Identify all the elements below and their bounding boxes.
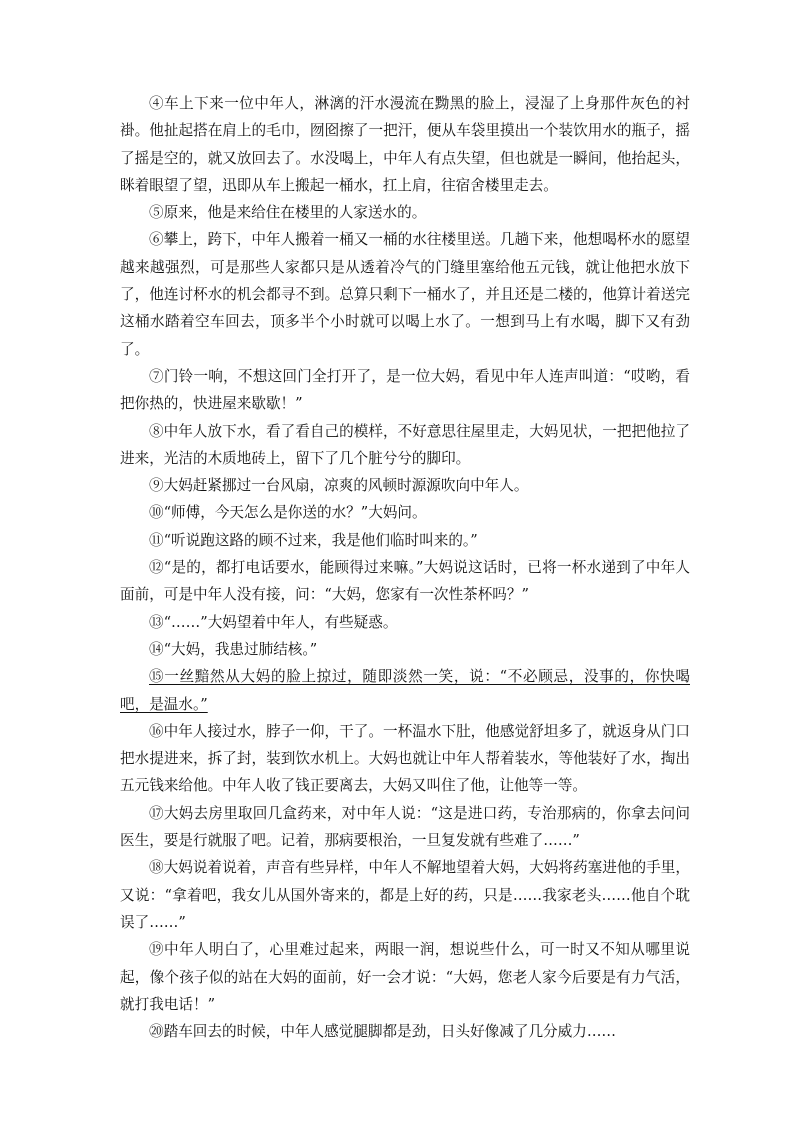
paragraph-13: ⑬“……”大妈望着中年人，有些疑惑。 [149,613,398,631]
paragraph-17: ⑰大妈去房里取回几盒药来，对中年人说：“这是进口药，专治那病的，你拿去问问医生，要是行就服了吧。记着，那病要根治，一旦复发就有些难了……” [120,804,690,850]
paragraph-9: ⑨大妈赶紧挪过一台风扇，凉爽的风顿时源源吹向中年人。 [149,477,529,495]
paragraph-11: ⑪“听说跑这路的顾不过来，我是他们临时叫来的。” [149,531,478,549]
paragraph-12: ⑫“是的，都打电话要水，能顾得过来嘛。”大妈说这话时，已将一杯水递到了中年人面前，可是中年人没有接，问：“大妈，您家有一次性茶杯吗？” [120,559,690,604]
paragraph-5: ⑤原来，他是来给住在楼里的人家送水的。 [149,204,427,222]
paragraph-10: ⑩“师傅，今天怎么是你送的水？”大妈问。 [149,504,427,522]
paragraph-4: ④车上下来一位中年人，淋漓的汗水漫流在黝黑的脸上，浸湿了上身那件灰色的衬褂。他扯起搭在肩上的毛巾，囫囵擦了一把汗，便从车袋里摸出一个装饮用水的瓶子，摇了摇是空的，就又放回去了。水没喝上，中年人有点失望，但也就是一瞬间，他抬起头，眯着眼望了望，迅即从车上搬起一桶水，扛上肩，往宿舍楼里走去。 [120,95,690,194]
paragraph-7: ⑦门铃一响，不想这回门全打开了，是一位大妈，看见中年人连声叫道：“哎哟，看把你热的，快进屋来歇歇！” [120,367,690,413]
document-body [120,90,690,1045]
paragraph-19: ⑲中年人明白了，心里难过起来，两眼一润，想说些什么，可一时又不知从哪里说起，像个孩子似的站在大妈的面前，好一会才说：“大妈，您老人家今后要是有力气活，就打我电话！” [120,941,690,1013]
paragraph-18: ⑱大妈说着说着，声音有些异样，中年人不解地望着大妈，大妈将药塞进他的手里，又说：“拿着吧，我女儿从国外寄来的，都是上好的药，只是……我家老头……他自个耽误了……” [120,859,690,931]
paragraph-8: ⑧中年人放下水，看了看自己的模样，不好意思往屋里走，大妈见状，一把把他拉了进来，光洁的木质地砖上，留下了几个脏兮兮的脚印。 [120,422,690,467]
paragraph-6: ⑥攀上，跨下，中年人搬着一桶又一桶的水往楼里送。几趟下来，他想喝杯水的愿望越来越强烈，可是那些人家都只是从透着冷气的门缝里塞给他五元钱，就让他把水放下了，他连讨杯水的机会都寻不到。总算只剩下一桶水了，并且还是二楼的，他算计着送完这桶水踏着空车回去，顶多半个小时就可以喝上水了。一想到马上有水喝，脚下又有劲了。 [120,231,690,358]
paragraph-16: ⑯中年人接过水，脖子一仰，干了。一杯温水下肚，他感觉舒坦多了，就返身从门口把水提进来，拆了封，装到饮水机上。大妈也就让中年人帮着装水，等他装好了水，掏出五元钱来给他。中年人收了钱正要离去，大妈又叫住了他，让他等一等。 [120,722,690,795]
paragraph-14: ⑭“大妈，我患过肺结核。” [149,640,318,658]
paragraph-15-underlined [120,663,690,718]
underlined-sentence: ⑮一丝黯然从大妈的脸上掠过，随即淡然一笑，说：“不必顾忌，没事的，你快喝吧，是温水。” [120,668,690,713]
paragraph-20: ⑳踏车回去的时候，中年人感觉腿脚都是劲，日头好像减了几分威力…… [149,1023,617,1041]
